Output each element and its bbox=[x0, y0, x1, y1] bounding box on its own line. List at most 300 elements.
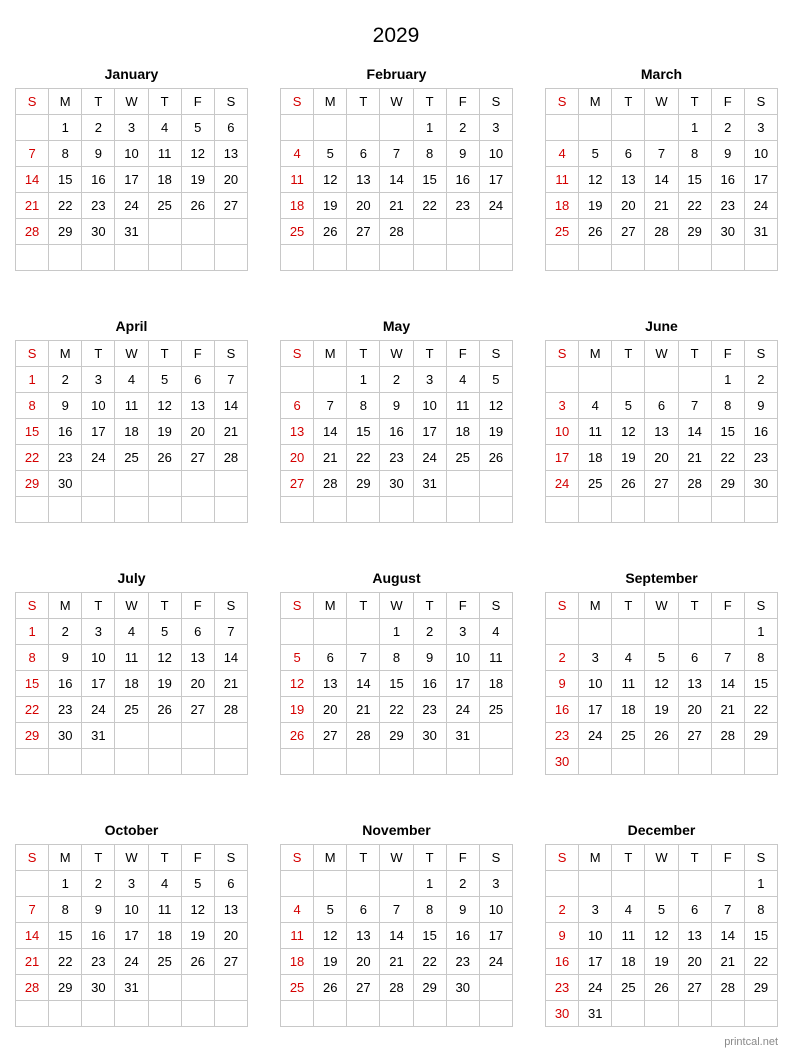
empty-day-cell bbox=[380, 1001, 413, 1027]
day-cell: 14 bbox=[314, 419, 347, 445]
empty-day-cell bbox=[181, 497, 214, 523]
weekday-header: F bbox=[446, 593, 479, 619]
day-cell: 31 bbox=[115, 975, 148, 1001]
month-march bbox=[545, 64, 778, 271]
day-cell: 26 bbox=[645, 723, 678, 749]
day-cell: 19 bbox=[148, 671, 181, 697]
week-row bbox=[16, 193, 248, 219]
week-row bbox=[281, 871, 513, 897]
day-cell: 19 bbox=[181, 167, 214, 193]
day-cell: 15 bbox=[347, 419, 380, 445]
weekday-header: W bbox=[380, 341, 413, 367]
empty-day-cell bbox=[446, 245, 479, 271]
day-cell: 11 bbox=[479, 645, 512, 671]
day-cell: 19 bbox=[148, 419, 181, 445]
empty-day-cell bbox=[115, 723, 148, 749]
empty-day-cell bbox=[82, 497, 115, 523]
week-row bbox=[16, 445, 248, 471]
day-cell: 6 bbox=[612, 141, 645, 167]
empty-day-cell bbox=[214, 219, 247, 245]
day-cell: 23 bbox=[380, 445, 413, 471]
empty-day-cell bbox=[446, 749, 479, 775]
day-cell: 10 bbox=[413, 393, 446, 419]
week-row bbox=[16, 897, 248, 923]
day-cell: 27 bbox=[181, 697, 214, 723]
weekday-header: T bbox=[82, 593, 115, 619]
day-cell: 25 bbox=[546, 219, 579, 245]
empty-day-cell bbox=[744, 245, 777, 271]
day-cell: 10 bbox=[115, 897, 148, 923]
empty-day-cell bbox=[214, 723, 247, 749]
week-row bbox=[546, 245, 778, 271]
day-cell: 1 bbox=[49, 871, 82, 897]
week-row bbox=[16, 245, 248, 271]
day-cell: 8 bbox=[711, 393, 744, 419]
week-row bbox=[16, 723, 248, 749]
day-cell: 5 bbox=[148, 619, 181, 645]
empty-day-cell bbox=[314, 115, 347, 141]
empty-day-cell bbox=[645, 1001, 678, 1027]
day-cell: 15 bbox=[413, 167, 446, 193]
day-cell: 14 bbox=[347, 671, 380, 697]
day-cell: 7 bbox=[645, 141, 678, 167]
day-cell: 2 bbox=[446, 115, 479, 141]
week-row bbox=[546, 367, 778, 393]
day-cell: 24 bbox=[479, 193, 512, 219]
week-row bbox=[281, 1001, 513, 1027]
empty-day-cell bbox=[744, 749, 777, 775]
empty-day-cell bbox=[181, 975, 214, 1001]
day-cell: 11 bbox=[546, 167, 579, 193]
weekday-header: T bbox=[347, 341, 380, 367]
weekday-header-row bbox=[281, 341, 513, 367]
day-cell: 27 bbox=[612, 219, 645, 245]
week-row bbox=[16, 419, 248, 445]
month-name: February bbox=[366, 66, 427, 82]
day-cell: 17 bbox=[446, 671, 479, 697]
empty-day-cell bbox=[314, 1001, 347, 1027]
weekday-header: S bbox=[744, 845, 777, 871]
day-cell: 14 bbox=[214, 645, 247, 671]
day-cell: 15 bbox=[16, 671, 49, 697]
day-cell: 11 bbox=[281, 923, 314, 949]
weekday-header: T bbox=[82, 89, 115, 115]
day-cell: 19 bbox=[579, 193, 612, 219]
empty-day-cell bbox=[678, 1001, 711, 1027]
day-cell: 5 bbox=[314, 141, 347, 167]
month-january bbox=[15, 64, 248, 271]
day-cell: 26 bbox=[181, 193, 214, 219]
day-cell: 19 bbox=[645, 697, 678, 723]
weekday-header: F bbox=[446, 341, 479, 367]
day-cell: 18 bbox=[446, 419, 479, 445]
empty-day-cell bbox=[645, 871, 678, 897]
empty-day-cell bbox=[546, 367, 579, 393]
week-row bbox=[281, 115, 513, 141]
month-table bbox=[15, 592, 248, 775]
day-cell: 22 bbox=[16, 697, 49, 723]
weekday-header: S bbox=[479, 593, 512, 619]
weekday-header: M bbox=[314, 593, 347, 619]
empty-day-cell bbox=[579, 619, 612, 645]
day-cell: 26 bbox=[479, 445, 512, 471]
day-cell: 16 bbox=[446, 167, 479, 193]
day-cell: 30 bbox=[546, 1001, 579, 1027]
weekday-header: S bbox=[546, 89, 579, 115]
day-cell: 29 bbox=[678, 219, 711, 245]
month-name: May bbox=[382, 318, 411, 334]
empty-day-cell bbox=[181, 219, 214, 245]
empty-day-cell bbox=[678, 245, 711, 271]
month-may bbox=[280, 316, 513, 523]
empty-day-cell bbox=[115, 749, 148, 775]
week-row bbox=[546, 219, 778, 245]
empty-day-cell bbox=[314, 871, 347, 897]
day-cell: 2 bbox=[546, 645, 579, 671]
day-cell: 30 bbox=[49, 723, 82, 749]
day-cell: 21 bbox=[711, 697, 744, 723]
day-cell: 6 bbox=[645, 393, 678, 419]
weekday-header: T bbox=[678, 593, 711, 619]
day-cell: 13 bbox=[181, 393, 214, 419]
weekday-header: T bbox=[347, 89, 380, 115]
empty-day-cell bbox=[148, 471, 181, 497]
month-name: June bbox=[645, 318, 678, 334]
empty-day-cell bbox=[744, 497, 777, 523]
empty-day-cell bbox=[214, 471, 247, 497]
month-table bbox=[15, 844, 248, 1027]
month-table bbox=[280, 340, 513, 523]
day-cell: 3 bbox=[446, 619, 479, 645]
weekday-header: F bbox=[181, 341, 214, 367]
week-row bbox=[281, 975, 513, 1001]
week-row bbox=[16, 671, 248, 697]
weekday-header: S bbox=[214, 845, 247, 871]
empty-day-cell bbox=[380, 115, 413, 141]
empty-day-cell bbox=[744, 1001, 777, 1027]
week-row bbox=[281, 923, 513, 949]
empty-day-cell bbox=[347, 115, 380, 141]
day-cell: 9 bbox=[711, 141, 744, 167]
weekday-header-row bbox=[281, 593, 513, 619]
day-cell: 13 bbox=[612, 167, 645, 193]
day-cell: 27 bbox=[214, 949, 247, 975]
day-cell: 24 bbox=[115, 949, 148, 975]
empty-day-cell bbox=[314, 367, 347, 393]
day-cell: 6 bbox=[678, 897, 711, 923]
day-cell: 31 bbox=[82, 723, 115, 749]
month-table bbox=[15, 340, 248, 523]
day-cell: 30 bbox=[744, 471, 777, 497]
week-row bbox=[16, 141, 248, 167]
empty-day-cell bbox=[711, 497, 744, 523]
year-title: 2029 bbox=[372, 24, 420, 47]
day-cell: 16 bbox=[413, 671, 446, 697]
weekday-header: S bbox=[281, 89, 314, 115]
day-cell: 10 bbox=[446, 645, 479, 671]
day-cell: 2 bbox=[82, 871, 115, 897]
weekday-header: S bbox=[16, 341, 49, 367]
weekday-header-row bbox=[546, 89, 778, 115]
month-table bbox=[15, 88, 248, 271]
day-cell: 4 bbox=[115, 367, 148, 393]
day-cell: 12 bbox=[181, 141, 214, 167]
day-cell: 1 bbox=[49, 115, 82, 141]
empty-day-cell bbox=[281, 619, 314, 645]
weekday-header: W bbox=[380, 593, 413, 619]
day-cell: 29 bbox=[16, 471, 49, 497]
day-cell: 25 bbox=[612, 723, 645, 749]
empty-day-cell bbox=[314, 497, 347, 523]
day-cell: 12 bbox=[612, 419, 645, 445]
weekday-header: S bbox=[281, 593, 314, 619]
week-row bbox=[281, 245, 513, 271]
day-cell: 2 bbox=[546, 897, 579, 923]
weekday-header: M bbox=[579, 341, 612, 367]
empty-day-cell bbox=[115, 471, 148, 497]
weekday-header-row bbox=[16, 89, 248, 115]
empty-day-cell bbox=[711, 871, 744, 897]
day-cell: 23 bbox=[546, 723, 579, 749]
day-cell: 6 bbox=[347, 897, 380, 923]
day-cell: 7 bbox=[678, 393, 711, 419]
weekday-header: S bbox=[479, 845, 512, 871]
day-cell: 17 bbox=[413, 419, 446, 445]
day-cell: 27 bbox=[281, 471, 314, 497]
day-cell: 26 bbox=[579, 219, 612, 245]
empty-day-cell bbox=[645, 367, 678, 393]
weekday-header: S bbox=[214, 89, 247, 115]
day-cell: 18 bbox=[546, 193, 579, 219]
day-cell: 22 bbox=[744, 697, 777, 723]
month-table bbox=[545, 88, 778, 271]
day-cell: 11 bbox=[148, 141, 181, 167]
day-cell: 4 bbox=[612, 897, 645, 923]
day-cell: 12 bbox=[314, 167, 347, 193]
day-cell: 20 bbox=[612, 193, 645, 219]
week-row bbox=[281, 193, 513, 219]
day-cell: 9 bbox=[82, 897, 115, 923]
day-cell: 25 bbox=[446, 445, 479, 471]
week-row bbox=[16, 871, 248, 897]
day-cell: 30 bbox=[82, 219, 115, 245]
week-row bbox=[281, 645, 513, 671]
day-cell: 16 bbox=[446, 923, 479, 949]
weekday-header: T bbox=[347, 845, 380, 871]
day-cell: 16 bbox=[82, 167, 115, 193]
empty-day-cell bbox=[546, 245, 579, 271]
empty-day-cell bbox=[479, 219, 512, 245]
week-row bbox=[546, 141, 778, 167]
day-cell: 5 bbox=[612, 393, 645, 419]
day-cell: 6 bbox=[214, 115, 247, 141]
day-cell: 14 bbox=[16, 923, 49, 949]
weekday-header: T bbox=[148, 89, 181, 115]
day-cell: 28 bbox=[314, 471, 347, 497]
empty-day-cell bbox=[281, 749, 314, 775]
day-cell: 12 bbox=[645, 671, 678, 697]
weekday-header: W bbox=[115, 593, 148, 619]
weekday-header: F bbox=[711, 89, 744, 115]
weekday-header: F bbox=[711, 341, 744, 367]
weekday-header: M bbox=[49, 845, 82, 871]
day-cell: 6 bbox=[214, 871, 247, 897]
week-row bbox=[546, 1001, 778, 1027]
weekday-header: S bbox=[546, 845, 579, 871]
day-cell: 1 bbox=[347, 367, 380, 393]
day-cell: 5 bbox=[181, 115, 214, 141]
week-row bbox=[281, 897, 513, 923]
day-cell: 23 bbox=[413, 697, 446, 723]
weekday-header: M bbox=[579, 845, 612, 871]
week-row bbox=[546, 419, 778, 445]
week-row bbox=[546, 445, 778, 471]
day-cell: 7 bbox=[16, 141, 49, 167]
day-cell: 10 bbox=[479, 897, 512, 923]
day-cell: 6 bbox=[181, 619, 214, 645]
day-cell: 12 bbox=[579, 167, 612, 193]
day-cell: 31 bbox=[446, 723, 479, 749]
day-cell: 2 bbox=[413, 619, 446, 645]
day-cell: 22 bbox=[380, 697, 413, 723]
day-cell: 10 bbox=[479, 141, 512, 167]
day-cell: 31 bbox=[115, 219, 148, 245]
month-table bbox=[280, 88, 513, 271]
day-cell: 14 bbox=[678, 419, 711, 445]
day-cell: 20 bbox=[314, 697, 347, 723]
day-cell: 2 bbox=[380, 367, 413, 393]
day-cell: 22 bbox=[413, 949, 446, 975]
day-cell: 15 bbox=[413, 923, 446, 949]
day-cell: 17 bbox=[546, 445, 579, 471]
empty-day-cell bbox=[446, 1001, 479, 1027]
empty-day-cell bbox=[579, 497, 612, 523]
week-row bbox=[16, 167, 248, 193]
day-cell: 20 bbox=[678, 949, 711, 975]
weekday-header: F bbox=[181, 845, 214, 871]
day-cell: 11 bbox=[612, 671, 645, 697]
week-row bbox=[546, 949, 778, 975]
day-cell: 29 bbox=[380, 723, 413, 749]
day-cell: 28 bbox=[678, 471, 711, 497]
day-cell: 3 bbox=[479, 115, 512, 141]
empty-day-cell bbox=[479, 723, 512, 749]
day-cell: 8 bbox=[16, 645, 49, 671]
weekday-header: F bbox=[711, 593, 744, 619]
day-cell: 30 bbox=[380, 471, 413, 497]
empty-day-cell bbox=[479, 1001, 512, 1027]
weekday-header: S bbox=[281, 845, 314, 871]
empty-day-cell bbox=[413, 497, 446, 523]
day-cell: 25 bbox=[115, 697, 148, 723]
month-table bbox=[280, 844, 513, 1027]
weekday-header: S bbox=[214, 341, 247, 367]
weekday-header: M bbox=[579, 89, 612, 115]
day-cell: 12 bbox=[148, 645, 181, 671]
day-cell: 5 bbox=[281, 645, 314, 671]
empty-day-cell bbox=[413, 1001, 446, 1027]
day-cell: 16 bbox=[49, 419, 82, 445]
day-cell: 26 bbox=[314, 219, 347, 245]
empty-day-cell bbox=[612, 115, 645, 141]
weekday-header: W bbox=[115, 341, 148, 367]
day-cell: 28 bbox=[347, 723, 380, 749]
empty-day-cell bbox=[380, 497, 413, 523]
weekday-header: S bbox=[16, 593, 49, 619]
empty-day-cell bbox=[347, 749, 380, 775]
day-cell: 4 bbox=[148, 115, 181, 141]
day-cell: 26 bbox=[148, 445, 181, 471]
day-cell: 27 bbox=[678, 975, 711, 1001]
empty-day-cell bbox=[612, 749, 645, 775]
day-cell: 23 bbox=[744, 445, 777, 471]
empty-day-cell bbox=[281, 1001, 314, 1027]
day-cell: 4 bbox=[281, 897, 314, 923]
day-cell: 26 bbox=[645, 975, 678, 1001]
empty-day-cell bbox=[645, 619, 678, 645]
day-cell: 21 bbox=[314, 445, 347, 471]
weekday-header: M bbox=[314, 89, 347, 115]
empty-day-cell bbox=[446, 219, 479, 245]
day-cell: 21 bbox=[645, 193, 678, 219]
day-cell: 15 bbox=[744, 671, 777, 697]
day-cell: 8 bbox=[380, 645, 413, 671]
day-cell: 15 bbox=[380, 671, 413, 697]
weekday-header: M bbox=[49, 341, 82, 367]
day-cell: 24 bbox=[82, 445, 115, 471]
day-cell: 22 bbox=[347, 445, 380, 471]
day-cell: 23 bbox=[82, 193, 115, 219]
day-cell: 2 bbox=[744, 367, 777, 393]
empty-day-cell bbox=[546, 619, 579, 645]
empty-day-cell bbox=[347, 871, 380, 897]
month-june bbox=[545, 316, 778, 523]
day-cell: 21 bbox=[380, 193, 413, 219]
weekday-header: S bbox=[281, 341, 314, 367]
day-cell: 25 bbox=[479, 697, 512, 723]
day-cell: 13 bbox=[678, 671, 711, 697]
day-cell: 6 bbox=[281, 393, 314, 419]
empty-day-cell bbox=[16, 749, 49, 775]
empty-day-cell bbox=[314, 619, 347, 645]
empty-day-cell bbox=[579, 871, 612, 897]
day-cell: 24 bbox=[446, 697, 479, 723]
day-cell: 18 bbox=[579, 445, 612, 471]
day-cell: 12 bbox=[479, 393, 512, 419]
day-cell: 8 bbox=[744, 645, 777, 671]
empty-day-cell bbox=[49, 245, 82, 271]
day-cell: 23 bbox=[446, 949, 479, 975]
day-cell: 5 bbox=[579, 141, 612, 167]
empty-day-cell bbox=[16, 871, 49, 897]
month-name: October bbox=[104, 822, 159, 838]
day-cell: 3 bbox=[579, 645, 612, 671]
day-cell: 13 bbox=[314, 671, 347, 697]
day-cell: 31 bbox=[579, 1001, 612, 1027]
day-cell: 17 bbox=[115, 923, 148, 949]
empty-day-cell bbox=[612, 245, 645, 271]
day-cell: 9 bbox=[413, 645, 446, 671]
day-cell: 13 bbox=[347, 167, 380, 193]
day-cell: 4 bbox=[281, 141, 314, 167]
day-cell: 5 bbox=[479, 367, 512, 393]
empty-day-cell bbox=[347, 245, 380, 271]
weekday-header: M bbox=[49, 89, 82, 115]
month-august bbox=[280, 568, 513, 775]
day-cell: 27 bbox=[678, 723, 711, 749]
day-cell: 24 bbox=[479, 949, 512, 975]
weekday-header-row bbox=[281, 845, 513, 871]
